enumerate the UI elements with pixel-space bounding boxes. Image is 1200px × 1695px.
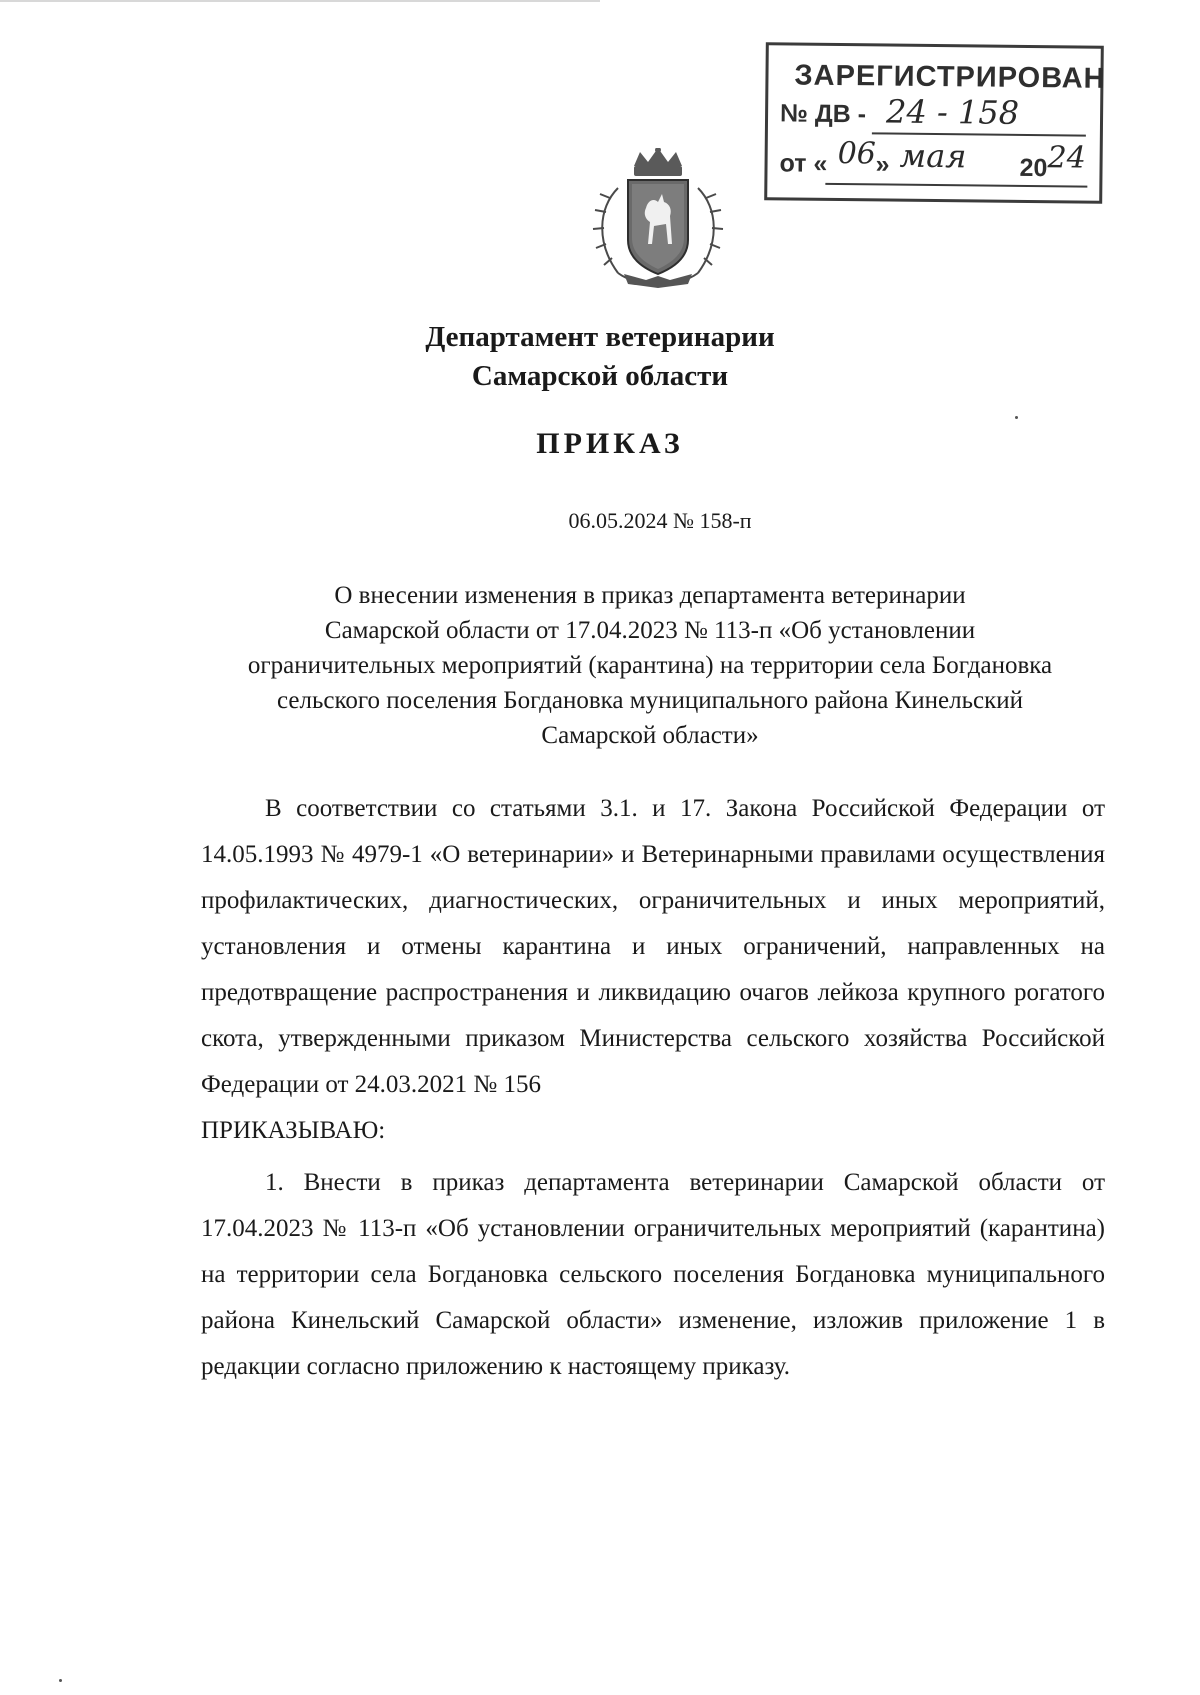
document-subject [200, 578, 1100, 753]
department-line-2: Самарской области [471, 360, 729, 392]
body-paragraph-item-1: 1. Внести в приказ департамента ветеринарии Самарской области от 17.04.2023 № 113-п «Об установлении ограничительных мероприятий (карантина) на территории села Богдановка сельского поселения Богдановка муниципального района Кинельский Самарской области» изменение, изложив приложение 1 в редакции согласно приложению к настоящему приказу. [201, 1169, 1105, 1380]
scan-edge-line [0, 0, 600, 2]
stamp-date-underline [825, 183, 1087, 188]
stamp-day-handwritten: 06 [837, 135, 877, 172]
registration-stamp [764, 42, 1104, 204]
document-type: ПРИКАЗ [536, 427, 684, 460]
subject-line-1: О внесении изменения в приказ департамента ветеринарии [334, 582, 966, 609]
stamp-number-handwritten: 24 - 158 [885, 92, 1020, 132]
stamp-date-row [779, 149, 827, 178]
stamp-date-close: » [875, 150, 890, 179]
stamp-month-handwritten: мая [899, 136, 967, 176]
emblem-icon [588, 148, 728, 290]
order-word-prikazyvayu: ПРИКАЗЫВАЮ: [201, 1117, 386, 1144]
preamble-text: В соответствии со статьями 3.1. и 17. Закона Российской Федерации от 14.05.1993 № 4979-1 «О ветеринарии» и Ветеринарными правилами осуществления профилактических, диагностических, ограничительных и иных мероприятий, установления и отмены карантина и иных ограничений, направленных на предотвращение распространения и ликвидацию очагов лейкоза крупного рогатого скота, утвержденными приказом Министерства сельского хозяйства Российской Федерации от 24.03.2021 № 156 [201, 795, 1105, 1098]
stamp-number-row [780, 99, 866, 129]
scan-speck [59, 1679, 62, 1682]
subject-line-4: сельского поселения Богдановка муниципального района Кинельский [276, 687, 1024, 714]
body-paragraph-preamble [201, 786, 1105, 1154]
document-date-number: 06.05.2024 № 158-п [568, 508, 752, 533]
stamp-year-prefix: 20 [1019, 153, 1048, 183]
subject-line-5: Самарской области» [541, 722, 759, 749]
stamp-title: ЗАРЕГИСТРИРОВАН [794, 59, 1106, 95]
department-name [0, 318, 1200, 396]
stamp-number-prefix: № ДВ - [779, 99, 867, 129]
stamp-year-handwritten: 24 [1047, 140, 1087, 176]
department-line-1: Департамент ветеринарии [425, 321, 775, 353]
subject-line-2: Самарской области от 17.04.2023 № 113-п «Об установлении [324, 617, 976, 644]
subject-line-3: ограничительных мероприятий (карантина) на территории села Богдановка [247, 652, 1053, 679]
stamp-date-prefix: от « [779, 149, 828, 178]
scan-speck [1015, 416, 1018, 419]
